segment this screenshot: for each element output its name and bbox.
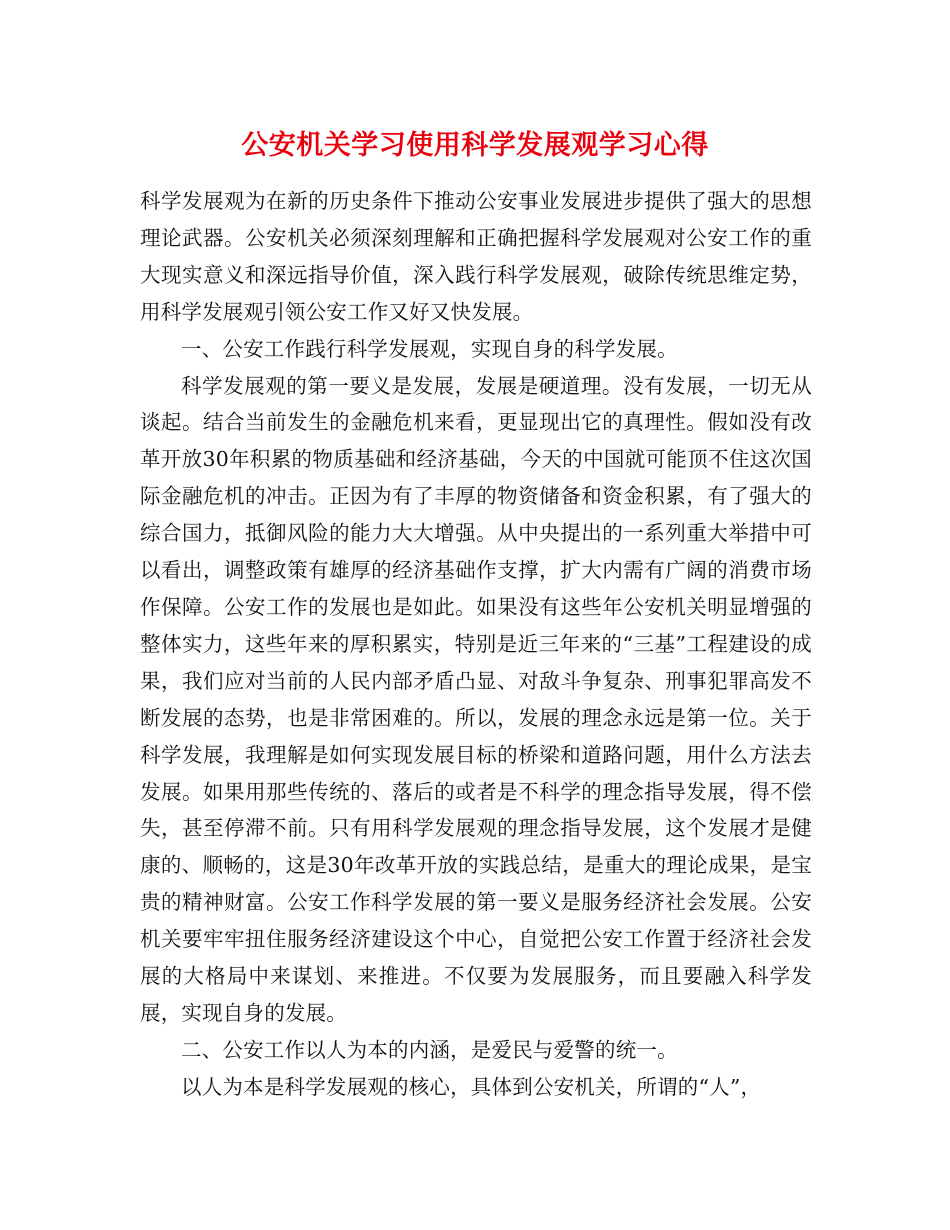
paragraph-section-2: 以人为本是科学发展观的核心，具体到公安机关，所谓的“人”， xyxy=(181,1074,762,1099)
document-body xyxy=(140,183,812,1106)
paragraph-intro: 科学发展观为在新的历史条件下推动公安事业发展进步提供了强大的思想理论武器。公安机关必须深刻理解和正确把握科学发展观对公安工作的重大现实意义和深远指导价值，深入践行科学发展观，破除传统思维定势，用科学发展观引领公安工作又好又快发展。 xyxy=(140,189,812,324)
section-heading-1: 一、公安工作践行科学发展观，实现自身的科学发展。 xyxy=(181,336,678,361)
paragraph-section-1: 科学发展观的第一要义是发展，发展是硬道理。没有发展，一切无从谈起。结合当前发生的金融危机来看，更显现出它的真理性。假如没有改革开放30年积累的物质基础和经济基础，今天的中国就可能顶不住这次国际金融危机的冲击。正因为有了丰厚的物资储备和资金积累，有了强大的综合国力，抵御风险的能力大大增强。从中央提出的一系列重大举措中可以看出，调整政策有雄厚的经济基础作支撑，扩大内需有广阔的消费市场作保障。公安工作的发展也是如此。如果没有这些年公安机关明显增强的整体实力，这些年来的厚积累实，特别是近三年来的“三基”工程建设的成果，我们应对当前的人民内部矛盾凸显、对敌斗争复杂、刑事犯罪高发不断发展的态势，也是非常困难的。所以，发展的理念永远是第一位。关于科学发展，我理解是如何实现发展目标的桥梁和道路问题，用什么方法去发展。如果用那些传统的、落后的或者是不科学的理念指导发展，得不偿失，甚至停滞不前。只有用科学发展观的理念指导发展，这个发展才是健康的、顺畅的，这是30年改革开放的实践总结，是重大的理论成果，是宝贵的精神财富。公安工作科学发展的第一要义是服务经济社会发展。公安机关要牢牢扭住服务经济建设这个中心，自觉把公安工作置于经济社会发展的大格局中来谋划、来推进。不仅要为发展服务，而且要融入科学发展，实现自身的发展。 xyxy=(140,373,812,1025)
document-title: 公安机关学习使用科学发展观学习心得 xyxy=(241,130,709,161)
section-heading-2: 二、公安工作以人为本的内涵，是爱民与爱警的统一。 xyxy=(181,1037,678,1062)
